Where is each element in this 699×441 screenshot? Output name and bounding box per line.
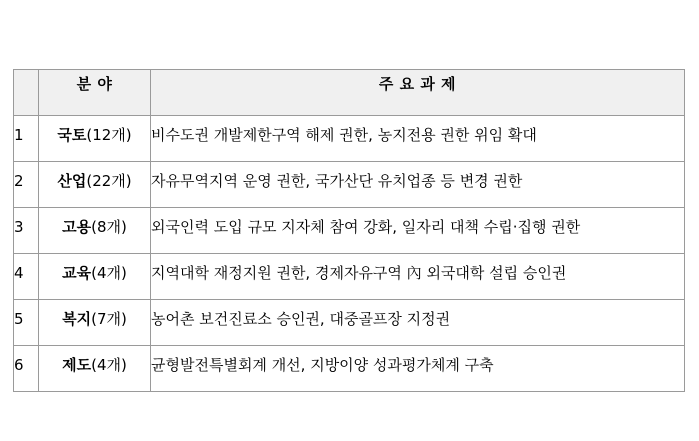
header-task: 주 요 과 제 — [151, 70, 685, 116]
table-row — [14, 162, 685, 208]
field-count: (7개) — [91, 310, 127, 328]
field-name: 고용 — [62, 218, 92, 236]
row-field — [39, 116, 151, 162]
table-row — [14, 116, 685, 162]
row-task: 균형발전특별회계 개선, 지방이양 성과평가체계 구축 — [151, 346, 685, 392]
field-count: (8개) — [91, 218, 127, 236]
header-row — [14, 70, 685, 116]
field-name: 복지 — [62, 310, 92, 328]
row-index: 5 — [14, 300, 39, 346]
header-index — [14, 70, 39, 116]
row-field — [39, 346, 151, 392]
policy-table — [13, 69, 685, 392]
field-name: 산업 — [57, 172, 87, 190]
field-count: (4개) — [91, 264, 127, 282]
table-row — [14, 208, 685, 254]
row-index: 6 — [14, 346, 39, 392]
table-row — [14, 300, 685, 346]
field-count: (4개) — [91, 356, 127, 374]
table-row — [14, 254, 685, 300]
field-name: 제도 — [62, 356, 92, 374]
field-count: (12개) — [86, 126, 132, 144]
row-field — [39, 300, 151, 346]
row-field — [39, 162, 151, 208]
row-index: 4 — [14, 254, 39, 300]
row-field — [39, 208, 151, 254]
row-task: 자유무역지역 운영 권한, 국가산단 유치업종 등 변경 권한 — [151, 162, 685, 208]
field-name: 국토 — [57, 126, 87, 144]
field-name: 교육 — [62, 264, 92, 282]
table-row — [14, 346, 685, 392]
header-field: 분 야 — [39, 70, 151, 116]
row-index: 1 — [14, 116, 39, 162]
field-count: (22개) — [86, 172, 132, 190]
row-task: 외국인력 도입 규모 지자체 참여 강화, 일자리 대책 수립·집행 권한 — [151, 208, 685, 254]
row-index: 3 — [14, 208, 39, 254]
row-task: 지역대학 재정지원 권한, 경제자유구역 內 외국대학 설립 승인권 — [151, 254, 685, 300]
row-field — [39, 254, 151, 300]
row-index: 2 — [14, 162, 39, 208]
row-task: 비수도권 개발제한구역 해제 권한, 농지전용 권한 위임 확대 — [151, 116, 685, 162]
row-task: 농어촌 보건진료소 승인권, 대중골프장 지정권 — [151, 300, 685, 346]
